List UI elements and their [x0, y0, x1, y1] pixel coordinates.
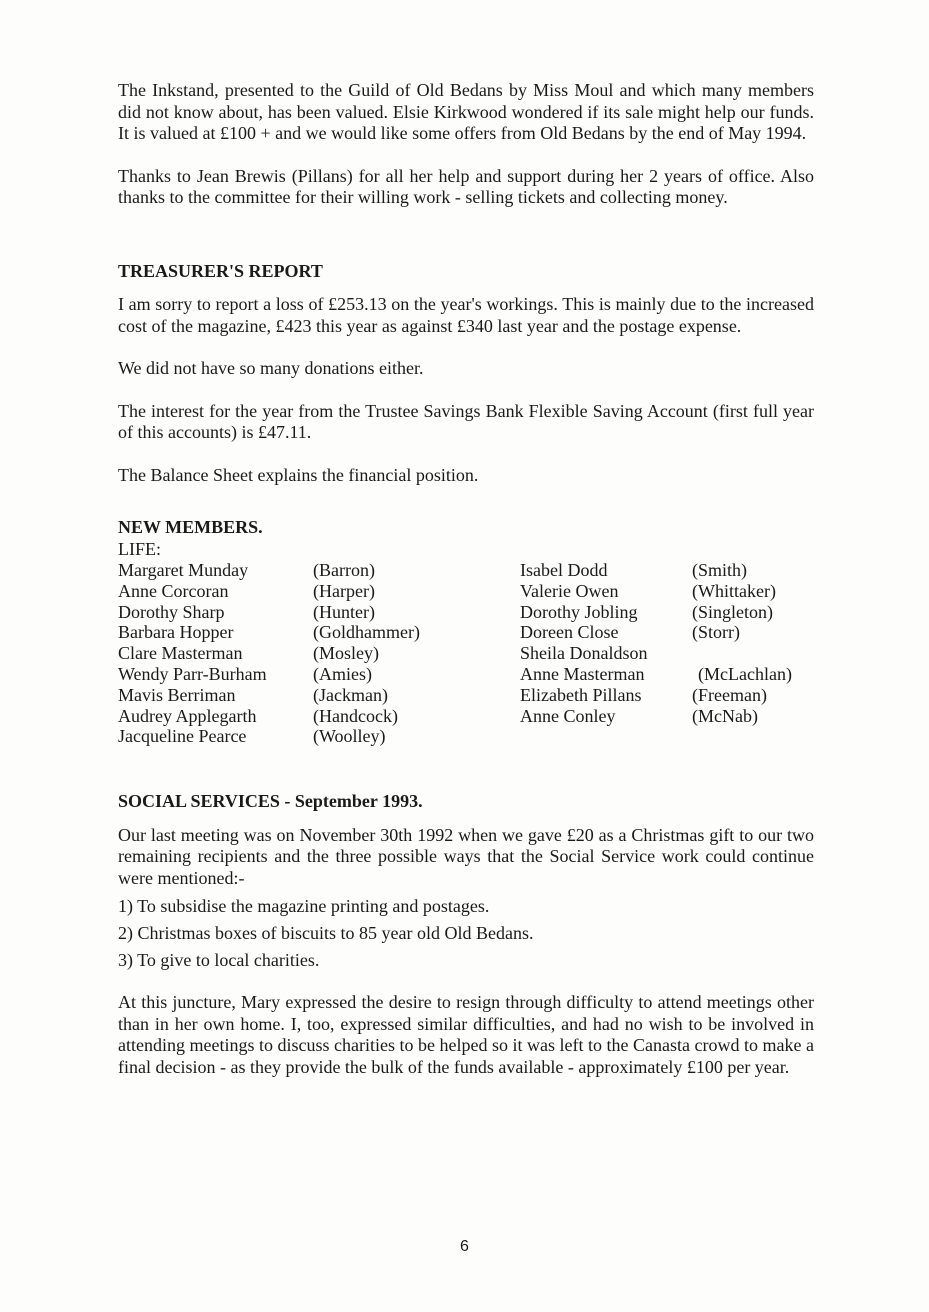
members-right-names [520, 560, 648, 726]
member-name: Anne Corcoran [118, 580, 229, 601]
inkstand-paragraph: The Inkstand, presented to the Guild of Old Bedans by Miss Moul and which many members did not know about, has been valued. Elsie Kirkwood wondered if its sale might help our funds. It is valued at £100 + and we would like some offers from Old Bedans by the end of May 1994. [118, 80, 814, 143]
page-content [118, 80, 814, 1078]
member-name: Clare Masterman [118, 643, 243, 664]
member-maiden-name: (Harper) [313, 580, 375, 601]
member-name: Barbara Hopper [118, 622, 234, 643]
member-maiden-name: (Storr) [692, 622, 740, 643]
treasurer-paragraph-balance: The Balance Sheet explains the financial position. [118, 464, 479, 485]
member-maiden-name: (Amies) [313, 663, 372, 684]
member-maiden-name: (Goldhammer) [313, 622, 420, 643]
social-paragraph-meeting: Our last meeting was on November 30th 1992 when we gave £20 as a Christmas gift to our two remaining recipients and the three possible ways that the Social Service work could continue were mentioned:- [118, 824, 814, 888]
thanks-paragraph: Thanks to Jean Brewis (Pillans) for all her help and support during her 2 years of office. Also thanks to the committee for their willing work - selling tickets and collecting money. [118, 165, 814, 207]
member-name: Dorothy Jobling [520, 601, 638, 622]
member-maiden-name: (Woolley) [313, 726, 386, 747]
members-left-maiden-names [313, 560, 420, 747]
social-services-heading: SOCIAL SERVICES - September 1993. [118, 791, 423, 811]
treasurer-paragraph-loss: I am sorry to report a loss of £253.13 on the year's workings. This is mainly due to the increased cost of the magazine, £423 this year as against £340 last year and the postage expense. [118, 294, 814, 336]
member-maiden-name: (Whittaker) [692, 580, 776, 601]
member-name: Dorothy Sharp [118, 601, 225, 622]
treasurer-heading: TREASURER'S REPORT [118, 260, 323, 281]
life-label: LIFE: [118, 538, 161, 559]
member-name: Valerie Owen [520, 580, 619, 601]
member-name: Margaret Munday [118, 560, 249, 580]
member-maiden-name: (Handcock) [313, 705, 398, 726]
member-name: Anne Masterman [520, 663, 645, 684]
new-members-list [118, 560, 814, 770]
page-number: 6 [460, 1238, 469, 1255]
member-maiden-name: (Jackman) [313, 684, 388, 705]
member-name: Sheila Donaldson [520, 643, 648, 664]
member-name: Isabel Dodd [520, 560, 608, 580]
member-maiden-name: (Barron) [313, 560, 375, 580]
member-maiden-name: (McLachlan) [698, 663, 792, 684]
member-maiden-name [692, 643, 792, 664]
social-option-item: 1) To subsidise the magazine printing and postages. [118, 896, 490, 916]
member-maiden-name: (McNab) [692, 705, 758, 726]
member-maiden-name: (Mosley) [313, 643, 379, 664]
member-name: Mavis Berriman [118, 684, 236, 705]
members-right-maiden-names [692, 560, 792, 726]
member-name: Wendy Parr-Burham [118, 663, 267, 684]
social-option-item: 2) Christmas boxes of biscuits to 85 year old Old Bedans. [118, 923, 534, 943]
treasurer-paragraph-interest: The interest for the year from the Trustee Savings Bank Flexible Saving Account (first full year of this accounts) is £47.11. [118, 400, 814, 442]
social-paragraph-juncture: At this juncture, Mary expressed the desire to resign through difficulty to attend meetings other than in her own home. I, too, expressed similar difficulties, and had no wish to be involved in attending meetings to discuss charities to be helped so it was left to the Canasta crowd to make a final decision - as they provide the bulk of the funds available - approximately £100 per year. [118, 992, 814, 1077]
member-maiden-name: (Smith) [692, 560, 748, 580]
member-maiden-name: (Singleton) [692, 601, 773, 622]
member-name: Elizabeth Pillans [520, 684, 642, 705]
members-left-names [118, 560, 267, 747]
member-name: Audrey Applegarth [118, 705, 257, 726]
member-name: Doreen Close [520, 622, 619, 643]
new-members-heading: NEW MEMBERS. [118, 517, 263, 537]
member-maiden-name: (Hunter) [313, 601, 375, 622]
member-name: Jacqueline Pearce [118, 726, 247, 747]
social-option-item: 3) To give to local charities. [118, 950, 320, 970]
member-maiden-name: (Freeman) [692, 684, 767, 705]
treasurer-paragraph-donations: We did not have so many donations either. [118, 358, 424, 378]
member-name: Anne Conley [520, 705, 616, 726]
